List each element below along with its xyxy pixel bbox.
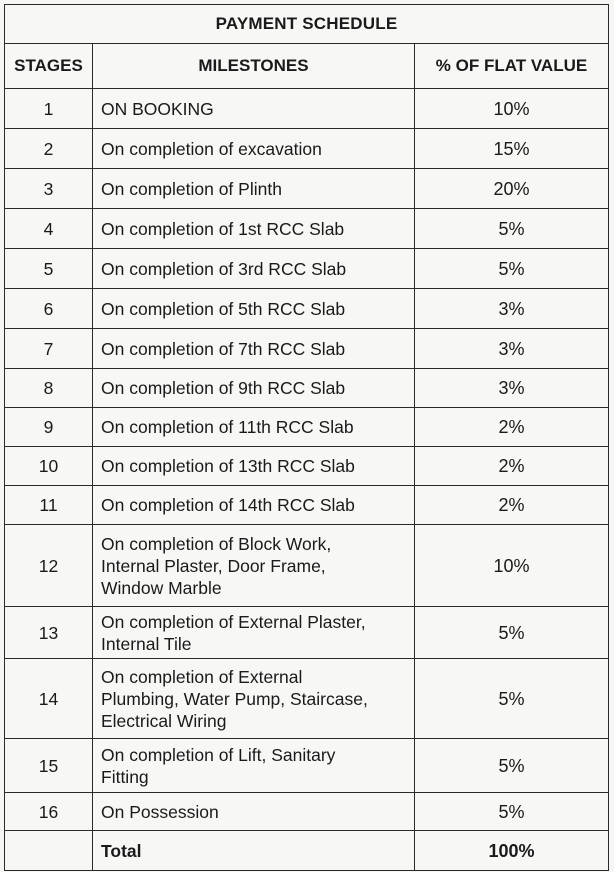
milestone-line: Internal Tile bbox=[101, 633, 192, 654]
table-row bbox=[5, 329, 609, 369]
header-percent: % OF FLAT VALUE bbox=[415, 44, 609, 89]
payment-schedule-table bbox=[4, 4, 609, 871]
milestone-text: ON BOOKING bbox=[93, 89, 415, 129]
percent-value: 5% bbox=[415, 607, 609, 659]
milestone-text bbox=[93, 525, 415, 607]
table-row bbox=[5, 525, 609, 607]
header-stages: STAGES bbox=[5, 44, 93, 89]
table-row bbox=[5, 659, 609, 739]
milestone-text: On Possession bbox=[93, 793, 415, 831]
table-row bbox=[5, 289, 609, 329]
stage-number: 14 bbox=[5, 659, 93, 739]
header-milestones: MILESTONES bbox=[93, 44, 415, 89]
milestone-text: On completion of 3rd RCC Slab bbox=[93, 249, 415, 289]
stage-number: 9 bbox=[5, 408, 93, 447]
total-label: Total bbox=[93, 831, 415, 871]
stage-number: 12 bbox=[5, 525, 93, 607]
milestone-line: Plumbing, Water Pump, Staircase, bbox=[101, 688, 368, 709]
milestone-text: On completion of 14th RCC Slab bbox=[93, 486, 415, 525]
percent-value: 5% bbox=[415, 249, 609, 289]
stage-number: 8 bbox=[5, 369, 93, 408]
percent-value: 5% bbox=[415, 659, 609, 739]
milestone-text: On completion of 1st RCC Slab bbox=[93, 209, 415, 249]
total-stage-empty bbox=[5, 831, 93, 871]
percent-value: 3% bbox=[415, 369, 609, 408]
stage-number: 7 bbox=[5, 329, 93, 369]
payment-schedule-document bbox=[4, 4, 608, 868]
stage-number: 6 bbox=[5, 289, 93, 329]
table-row bbox=[5, 369, 609, 408]
total-percent: 100% bbox=[415, 831, 609, 871]
table-row bbox=[5, 249, 609, 289]
stage-number: 5 bbox=[5, 249, 93, 289]
table-row bbox=[5, 607, 609, 659]
milestone-text: On completion of 5th RCC Slab bbox=[93, 289, 415, 329]
percent-value: 5% bbox=[415, 739, 609, 793]
table-row bbox=[5, 209, 609, 249]
milestone-line: On completion of External Plaster, bbox=[101, 611, 366, 632]
table-row bbox=[5, 129, 609, 169]
stage-number: 16 bbox=[5, 793, 93, 831]
milestone-line: On completion of External bbox=[101, 666, 303, 687]
stage-number: 15 bbox=[5, 739, 93, 793]
milestone-line: Electrical Wiring bbox=[101, 710, 227, 731]
milestone-line: On completion of Block Work, bbox=[101, 533, 332, 554]
table-row bbox=[5, 89, 609, 129]
milestone-text: On completion of 9th RCC Slab bbox=[93, 369, 415, 408]
percent-value: 3% bbox=[415, 289, 609, 329]
percent-value: 15% bbox=[415, 129, 609, 169]
milestone-line: Fitting bbox=[101, 766, 149, 787]
percent-value: 2% bbox=[415, 486, 609, 525]
milestone-text: On completion of Plinth bbox=[93, 169, 415, 209]
table-row bbox=[5, 793, 609, 831]
percent-value: 5% bbox=[415, 209, 609, 249]
percent-value: 2% bbox=[415, 447, 609, 486]
stage-number: 3 bbox=[5, 169, 93, 209]
percent-value: 2% bbox=[415, 408, 609, 447]
stage-number: 10 bbox=[5, 447, 93, 486]
total-row bbox=[5, 831, 609, 871]
percent-value: 3% bbox=[415, 329, 609, 369]
percent-value: 5% bbox=[415, 793, 609, 831]
milestone-line: Internal Plaster, Door Frame, bbox=[101, 555, 326, 576]
stage-number: 11 bbox=[5, 486, 93, 525]
milestone-text bbox=[93, 739, 415, 793]
milestone-text bbox=[93, 659, 415, 739]
percent-value: 10% bbox=[415, 89, 609, 129]
milestone-text: On completion of 11th RCC Slab bbox=[93, 408, 415, 447]
table-row bbox=[5, 447, 609, 486]
table-row bbox=[5, 169, 609, 209]
percent-value: 20% bbox=[415, 169, 609, 209]
milestone-line: On completion of Lift, Sanitary bbox=[101, 744, 336, 765]
table-row bbox=[5, 408, 609, 447]
percent-value: 10% bbox=[415, 525, 609, 607]
milestone-line: Window Marble bbox=[101, 577, 222, 598]
table-row bbox=[5, 486, 609, 525]
table-row bbox=[5, 739, 609, 793]
milestone-text: On completion of excavation bbox=[93, 129, 415, 169]
stage-number: 4 bbox=[5, 209, 93, 249]
milestone-text: On completion of 7th RCC Slab bbox=[93, 329, 415, 369]
stage-number: 2 bbox=[5, 129, 93, 169]
milestone-text: On completion of 13th RCC Slab bbox=[93, 447, 415, 486]
table-title: PAYMENT SCHEDULE bbox=[5, 5, 609, 44]
milestone-text bbox=[93, 607, 415, 659]
stage-number: 13 bbox=[5, 607, 93, 659]
stage-number: 1 bbox=[5, 89, 93, 129]
